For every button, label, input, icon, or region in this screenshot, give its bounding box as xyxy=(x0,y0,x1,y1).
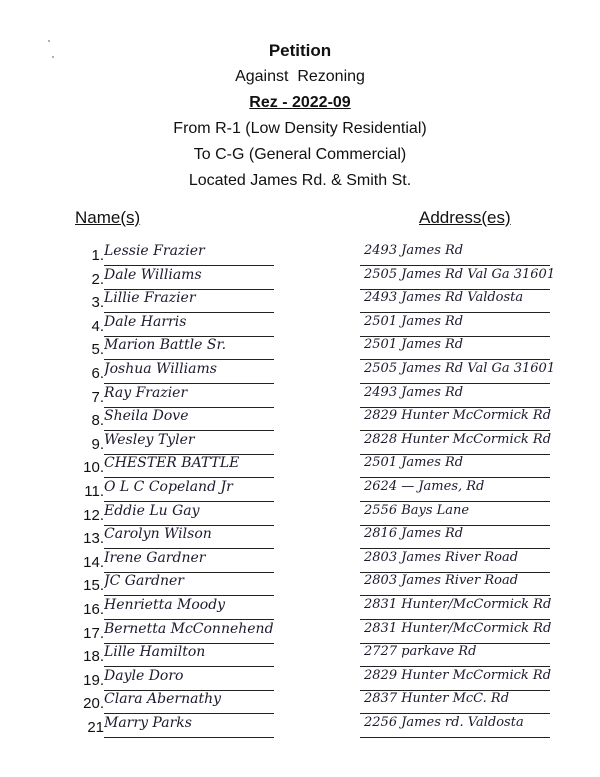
signer-name: Dayle Doro xyxy=(104,667,184,684)
entry-number: 15. xyxy=(83,577,104,595)
signer-address: 2501 James Rd xyxy=(364,337,464,353)
signer-address: 2803 James River Road xyxy=(364,573,519,589)
table-row xyxy=(0,715,600,741)
signer-address: 2816 James Rd xyxy=(364,526,464,542)
signer-address: 2829 Hunter McCormick Rd xyxy=(364,408,552,424)
signer-name: Wesley Tyler xyxy=(104,431,195,448)
entry-number: 17. xyxy=(83,624,104,642)
signer-address: 2828 Hunter McCormick Rd xyxy=(364,431,552,447)
signer-address: 2624 — James, Rd xyxy=(364,479,485,494)
signer-address: 2505 James Rd Val Ga 31601 xyxy=(364,266,556,282)
signer-name: CHESTER BATTLE xyxy=(104,455,240,472)
signer-address: 2493 James Rd Valdosta xyxy=(364,290,524,306)
signer-address: 2829 Hunter McCormick Rd xyxy=(364,667,552,683)
signer-name: Dale Williams xyxy=(104,266,202,283)
signer-address: 2837 Hunter McC. Rd xyxy=(364,691,510,707)
entry-number: 12. xyxy=(83,506,104,524)
signer-address: 2803 James River Road xyxy=(364,549,519,565)
entry-number: 4. xyxy=(91,317,104,335)
signer-name: Marry Parks xyxy=(104,715,192,731)
entry-number: 20. xyxy=(83,695,104,713)
entry-number: 6. xyxy=(91,365,104,382)
entry-number: 14. xyxy=(83,553,104,571)
address-line xyxy=(360,737,550,738)
entry-number: 19. xyxy=(83,671,104,689)
rezoning-case-number: Rez - 2022-09 xyxy=(249,94,351,111)
entry-number: 5. xyxy=(91,341,104,359)
names-column-header: Name(s) xyxy=(75,208,141,227)
signer-address: 2556 Bays Lane xyxy=(364,502,470,518)
signer-address: 2831 Hunter/McCormick Rd xyxy=(364,620,552,636)
signer-name: Bernetta McConnehend xyxy=(104,620,274,637)
petition-header xyxy=(0,38,600,194)
entry-number: 21 xyxy=(87,719,104,736)
entry-number: 11. xyxy=(84,483,104,500)
entry-number: 18. xyxy=(83,648,104,666)
entry-number: 10. xyxy=(83,459,104,477)
signer-name: Dale Harris xyxy=(104,313,187,330)
signer-name: Ray Frazier xyxy=(104,384,188,401)
page-subtitle: Against Rezoning xyxy=(235,68,365,85)
signer-name: Joshua Williams xyxy=(104,361,217,377)
signer-name: Lillie Frazier xyxy=(104,290,196,307)
signer-name: Clara Abernathy xyxy=(104,691,221,708)
page-title: Petition xyxy=(268,41,332,60)
signer-name: Irene Gardner xyxy=(104,549,206,566)
signer-name: Eddie Lu Gay xyxy=(104,502,200,519)
signer-address: 2501 James Rd xyxy=(364,455,464,471)
signer-address: 2493 James Rd xyxy=(364,384,464,400)
zoning-to: To C-G (General Commercial) xyxy=(193,146,407,163)
signer-address: 2493 James Rd xyxy=(364,243,464,258)
signer-address: 2501 James Rd xyxy=(364,313,464,329)
entry-number: 8. xyxy=(91,412,104,430)
entry-number: 13. xyxy=(83,530,104,548)
entry-number: 2. xyxy=(91,270,104,288)
entry-number: 1. xyxy=(91,247,104,264)
signer-name: O L C Copeland Jr xyxy=(104,479,233,495)
signer-name: Henrietta Moody xyxy=(104,597,226,613)
signer-name: Lessie Frazier xyxy=(104,243,205,259)
zoning-from: From R-1 (Low Density Residential) xyxy=(173,120,427,137)
entry-number: 9. xyxy=(91,435,104,453)
entry-number: 7. xyxy=(91,388,104,406)
signer-name: Lille Hamilton xyxy=(104,644,206,661)
signer-address: 2831 Hunter/McCormick Rd xyxy=(364,597,552,612)
signer-name: Sheila Dove xyxy=(104,408,189,425)
signer-address: 2727 parkave Rd xyxy=(364,644,477,660)
signer-address: 2256 James rd. Valdosta xyxy=(364,715,524,730)
addresses-column-header: Address(es) xyxy=(419,208,511,227)
entry-number: 3. xyxy=(91,294,104,312)
signer-name: Carolyn Wilson xyxy=(104,526,212,543)
name-line xyxy=(104,737,274,738)
signer-address: 2505 James Rd Val Ga 31601 xyxy=(364,361,556,376)
signer-name: Marion Battle Sr. xyxy=(104,337,227,354)
entry-number: 16. xyxy=(83,601,104,618)
location-line: Located James Rd. & Smith St. xyxy=(188,172,412,189)
signer-name: JC Gardner xyxy=(104,573,184,590)
